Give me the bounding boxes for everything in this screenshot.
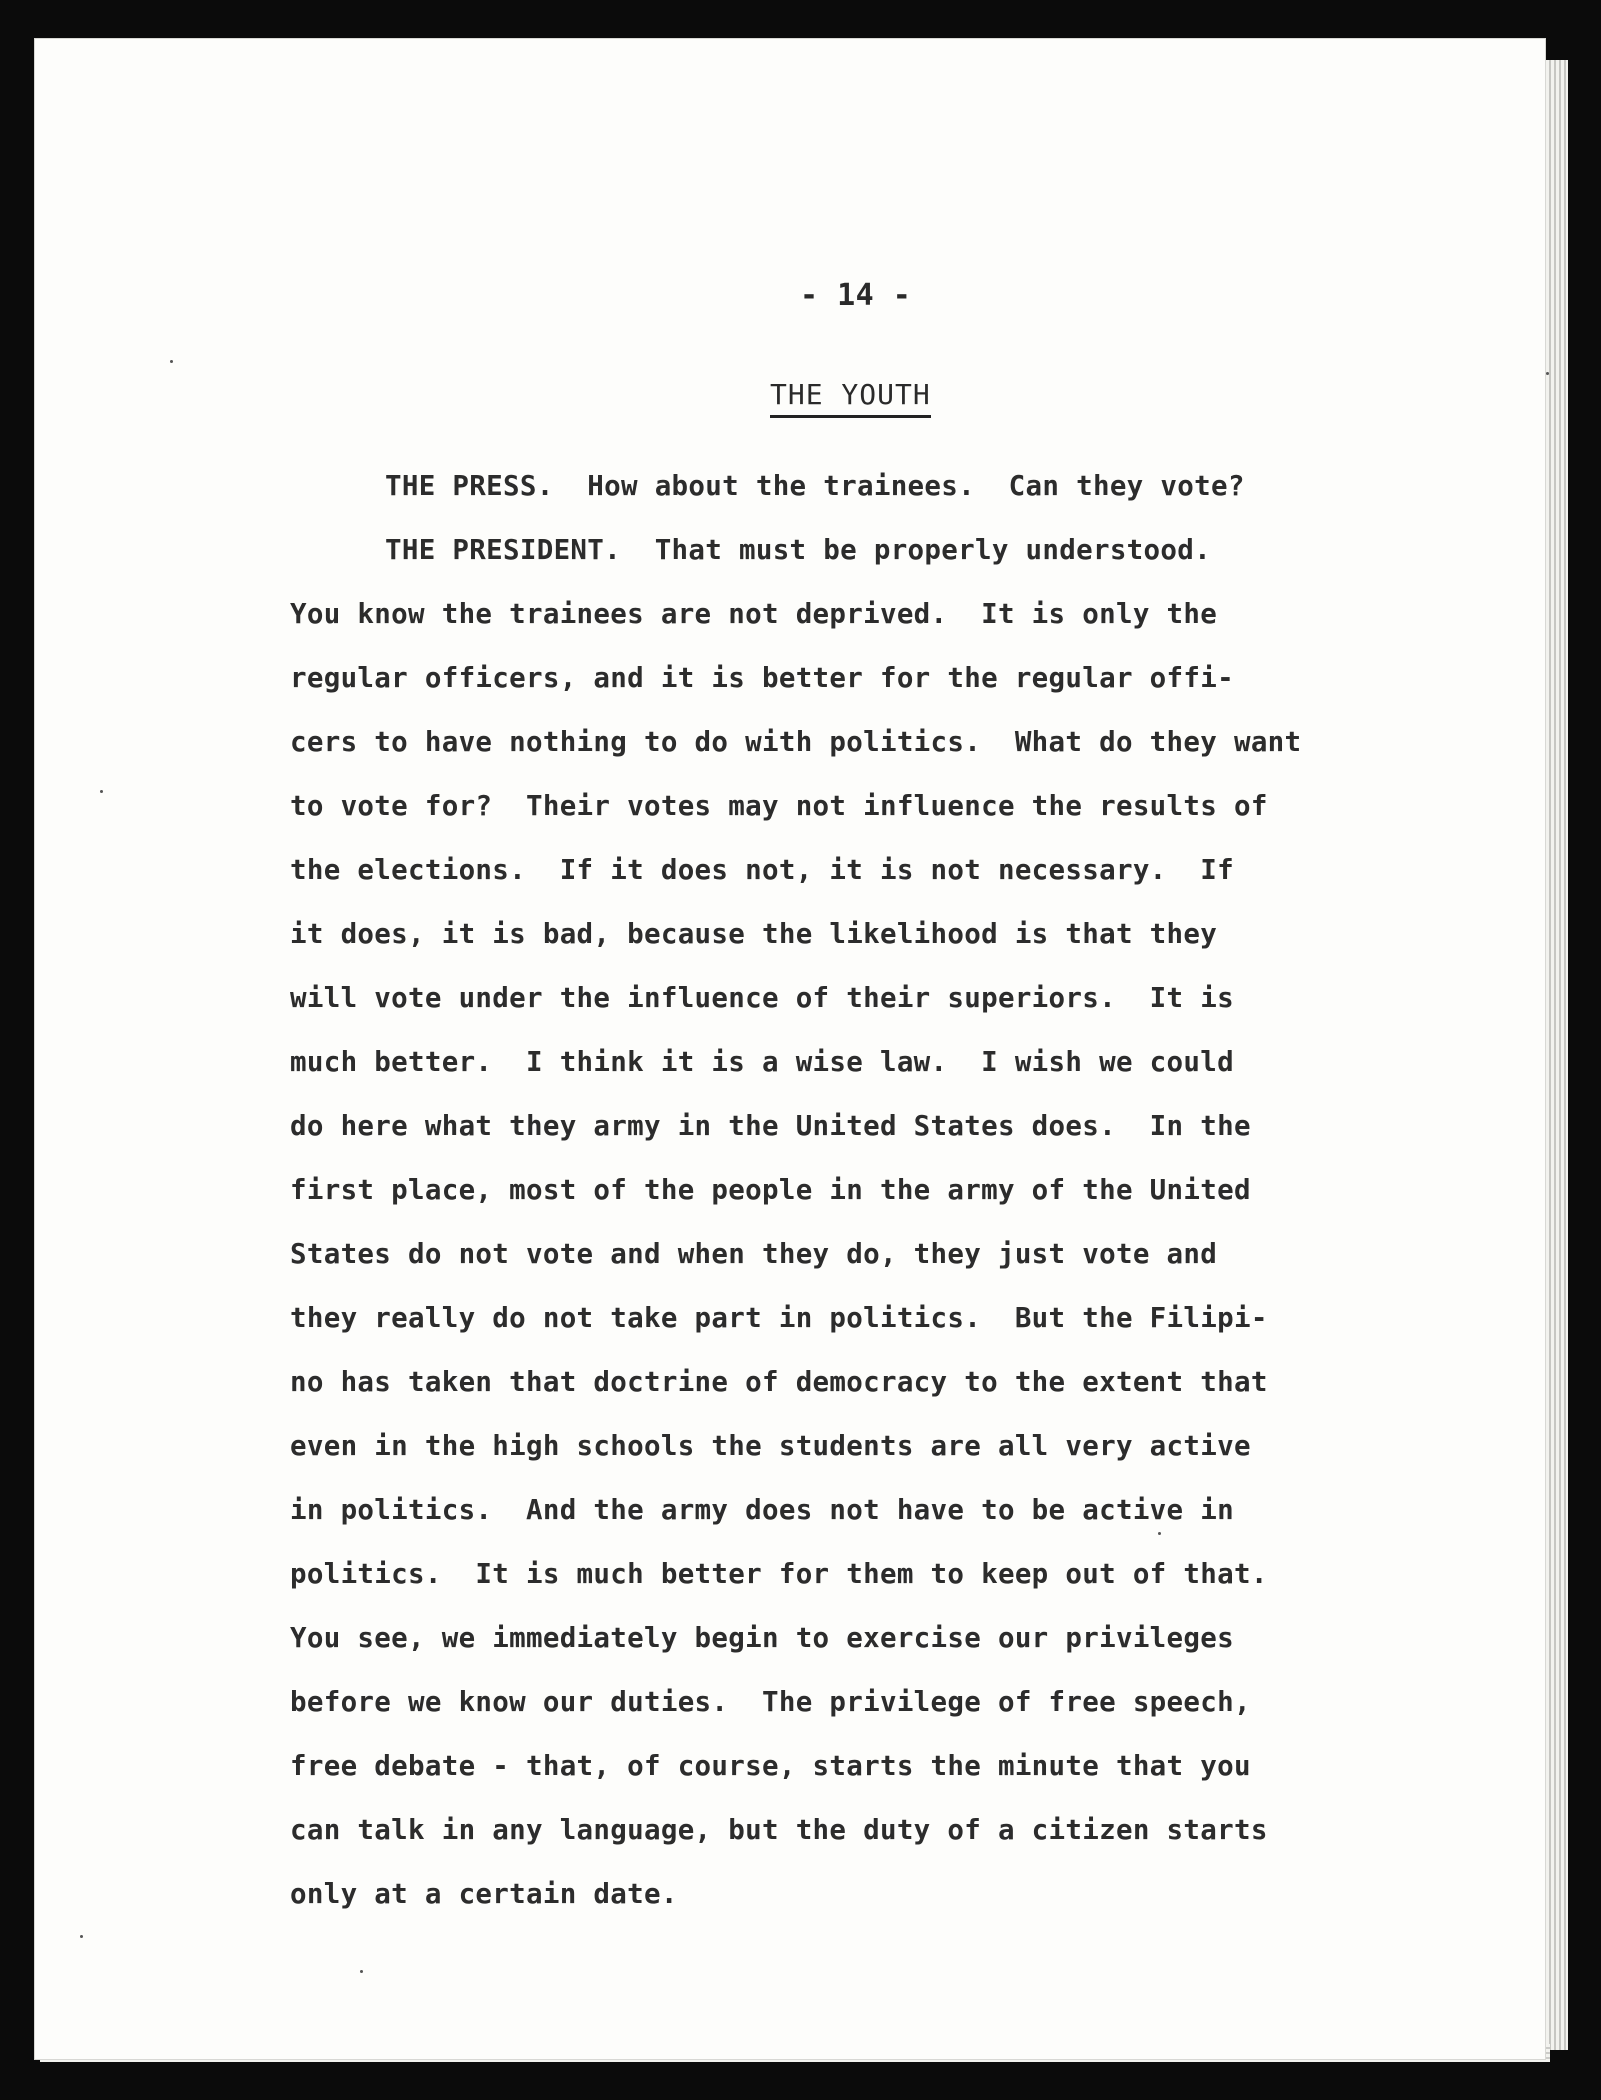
scan-speck	[360, 1970, 363, 1973]
text-line: they really do not take part in politics. But the Filipi-	[290, 1302, 1268, 1334]
text-line: to vote for? Their votes may not influence the results of	[290, 790, 1268, 822]
text-line: THE PRESIDENT. That must be properly understood.	[385, 534, 1211, 566]
stacked-paper-edge-right	[1546, 60, 1568, 2050]
text-line: the elections. If it does not, it is not necessary. If	[290, 854, 1234, 886]
text-line: regular officers, and it is better for the regular offi-	[290, 662, 1234, 694]
text-line: in politics. And the army does not have to be active in	[290, 1494, 1234, 1526]
text-line: will vote under the influence of their superiors. It is	[290, 982, 1234, 1014]
scan-speck	[100, 790, 103, 793]
text-line: can talk in any language, but the duty of a citizen starts	[290, 1814, 1268, 1846]
scan-speck	[1546, 372, 1549, 375]
text-line: do here what they army in the United States does. In the	[290, 1110, 1251, 1142]
text-line: much better. I think it is a wise law. I wish we could	[290, 1046, 1234, 1078]
text-line: free debate - that, of course, starts the minute that you	[290, 1750, 1251, 1782]
scan-speck	[80, 1935, 83, 1938]
page-number: - 14 -	[800, 278, 912, 313]
text-line: States do not vote and when they do, they just vote and	[290, 1238, 1218, 1270]
text-line: only at a certain date.	[290, 1878, 678, 1910]
text-line: no has taken that doctrine of democracy to the extent that	[290, 1366, 1268, 1398]
text-line: even in the high schools the students are all very active	[290, 1430, 1251, 1462]
scan-speck	[1158, 1532, 1161, 1535]
text-line: it does, it is bad, because the likelihood is that they	[290, 918, 1218, 950]
scan-speck	[170, 360, 173, 363]
text-line: cers to have nothing to do with politics. What do they want	[290, 726, 1302, 758]
text-line: first place, most of the people in the army of the United	[290, 1174, 1251, 1206]
text-line: You see, we immediately begin to exercise our privileges	[290, 1622, 1234, 1654]
text-line: THE PRESS. How about the trainees. Can they vote?	[385, 470, 1245, 502]
text-line: before we know our duties. The privilege of free speech,	[290, 1686, 1251, 1718]
text-line: You know the trainees are not deprived. It is only the	[290, 598, 1218, 630]
text-line: politics. It is much better for them to keep out of that.	[290, 1558, 1268, 1590]
section-heading: THE YOUTH	[770, 378, 931, 418]
